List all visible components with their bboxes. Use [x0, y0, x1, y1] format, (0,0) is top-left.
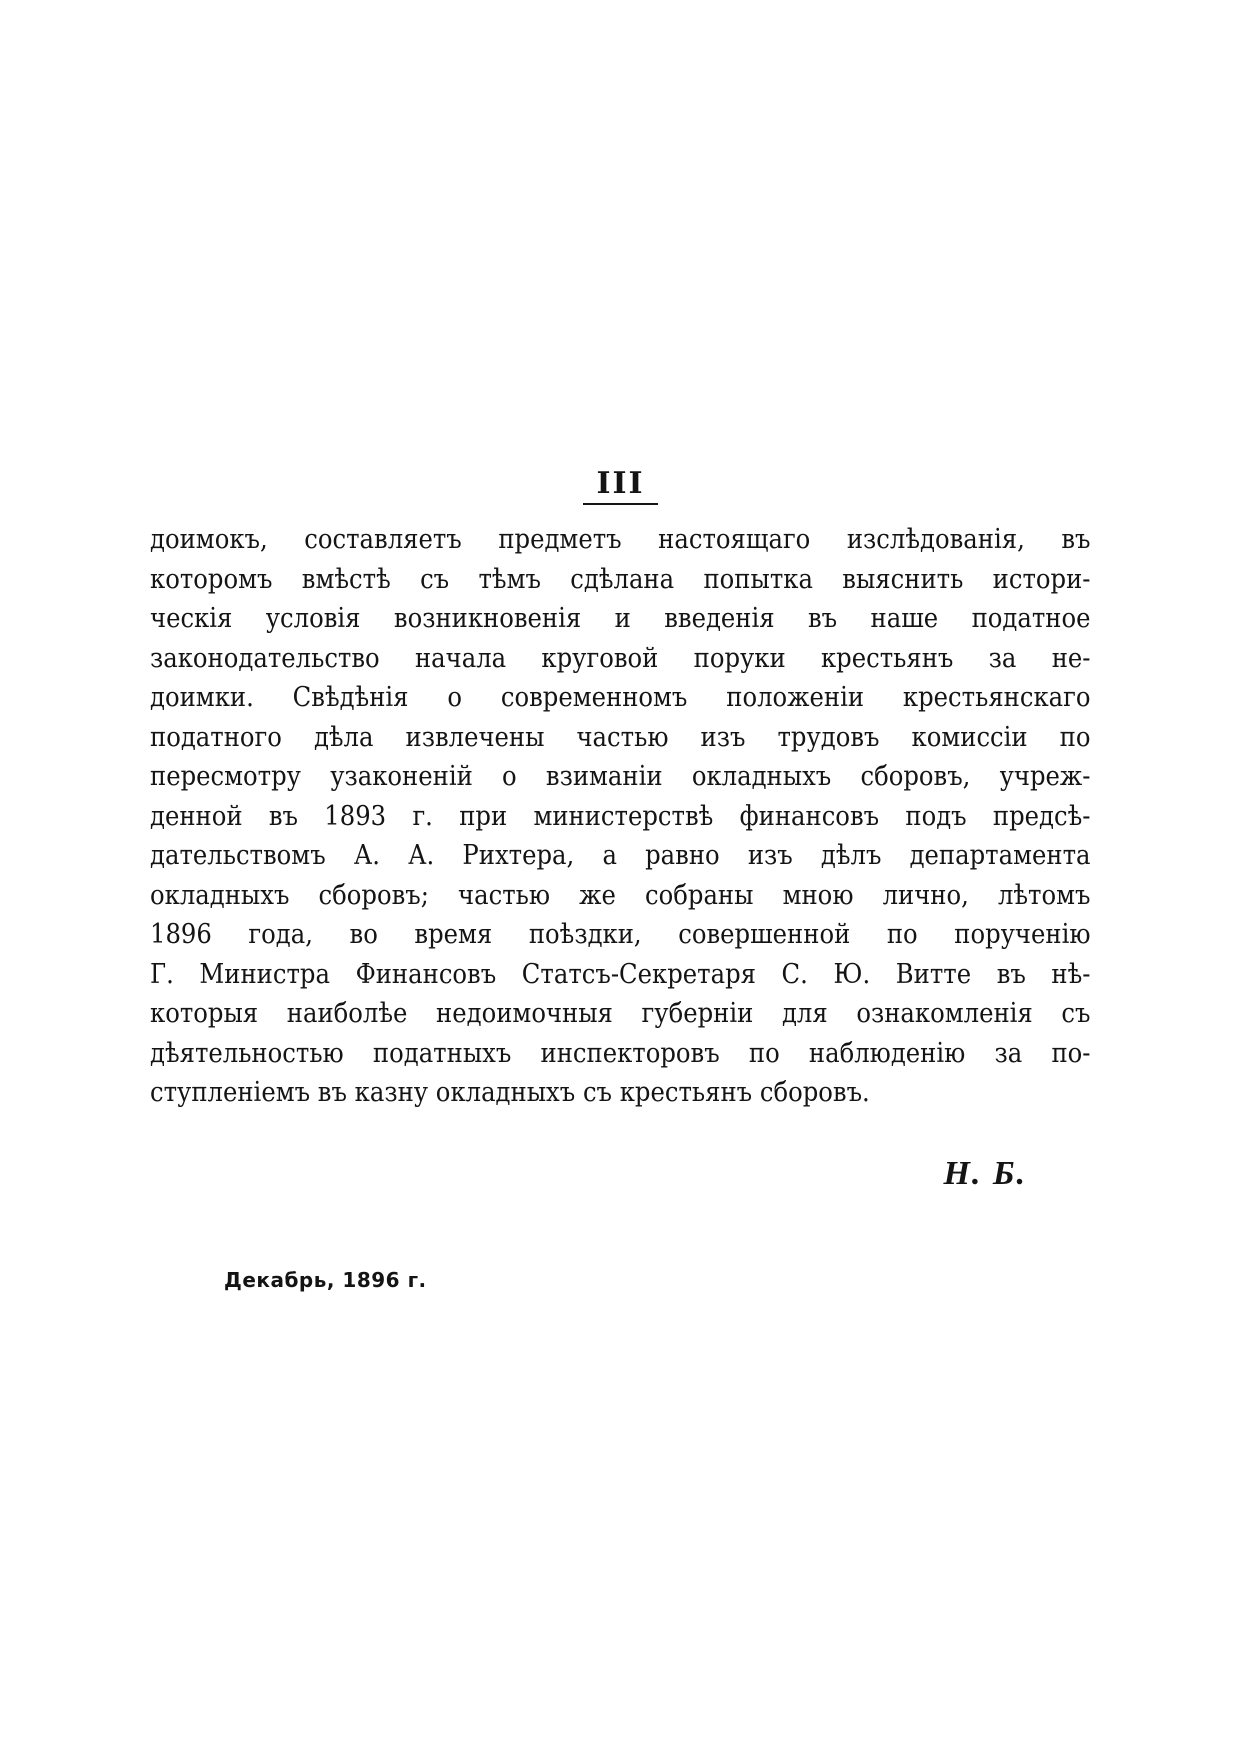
page-number: III: [596, 466, 645, 501]
text-line: которомъ вмѣстѣ съ тѣмъ сдѣлана попытка выяснить истори-: [150, 563, 1091, 595]
text-line: которыя наиболѣе недоимочныя губерніи для ознакомленія съ: [150, 998, 1091, 1029]
text-line: доимокъ, составляетъ предметъ настоящаго изслѣдованія, въ: [150, 524, 1091, 555]
text-line: дѣятельностью податныхъ инспекторовъ по наблюденію за по-: [150, 1037, 1091, 1069]
body-paragraph: [150, 520, 1091, 1113]
page-number-rule: [583, 503, 658, 505]
author-initials: Н. Б.: [943, 1155, 1027, 1192]
text-line: законодательство начала круговой поруки крестьянъ за не-: [150, 642, 1091, 674]
text-line: 1896 года, во время поѣздки, совершенной по порученію: [150, 919, 1091, 950]
date-line: Декабрь, 1896 г.: [224, 1268, 427, 1292]
text-line: податного дѣла извлечены частью изъ трудовъ комиссіи по: [150, 721, 1091, 753]
text-line: Г. Министра Финансовъ Статсъ-Секретаря С. Ю. Витте въ нѣ-: [150, 958, 1091, 990]
text-line: доимки. Свѣдѣнія о современномъ положеніи крестьянскаго: [150, 682, 1091, 713]
text-line: ступленіемъ въ казну окладныхъ съ крестьянъ сборовъ.: [150, 1077, 870, 1108]
text-line: дательствомъ А. А. Рихтера, а равно изъ дѣлъ департамента: [150, 840, 1091, 871]
text-line: пересмотру узаконеній о взиманіи окладныхъ сборовъ, учреж-: [150, 761, 1091, 792]
text-line: окладныхъ сборовъ; частью же собраны мною лично, лѣтомъ: [150, 879, 1091, 911]
text-line: денной въ 1893 г. при министерствѣ финансовъ подъ предсѣ-: [150, 800, 1091, 832]
text-line: ческія условія возникновенія и введенія въ наше податное: [150, 603, 1091, 634]
